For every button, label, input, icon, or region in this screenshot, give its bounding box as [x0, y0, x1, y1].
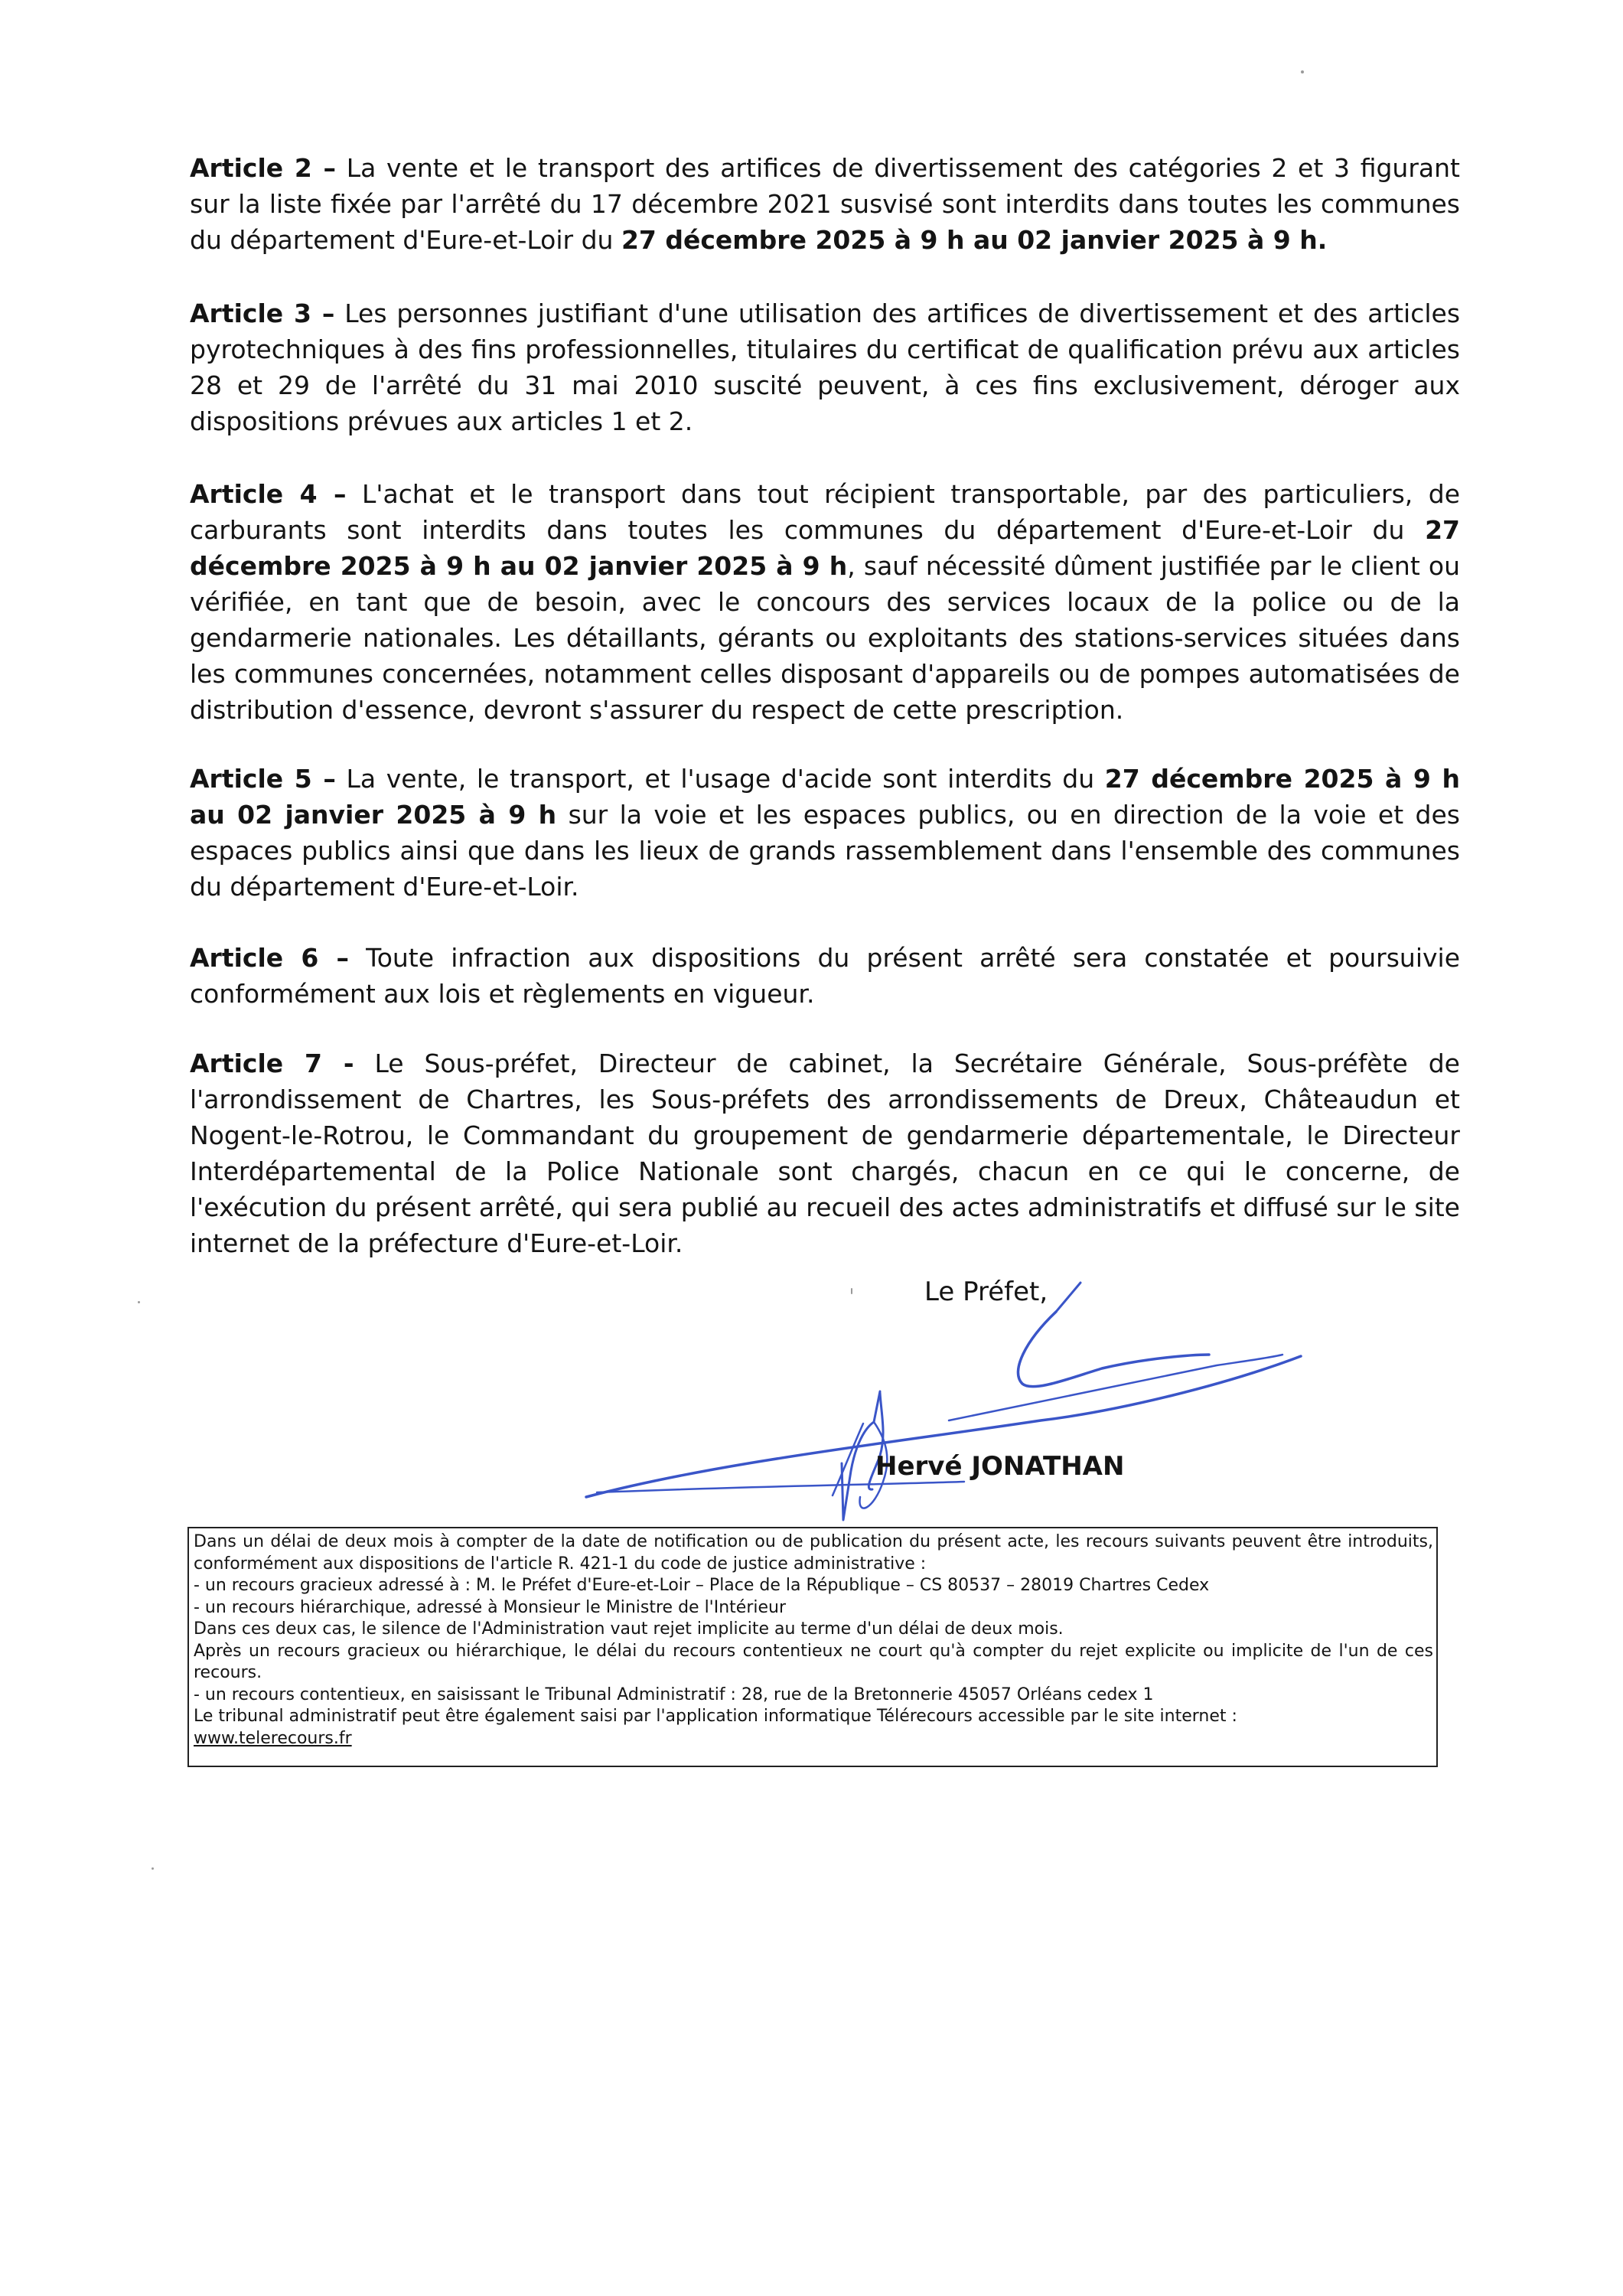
article-6: [190, 940, 1460, 1012]
recourse-line: Dans un délai de deux mois à compter de la date de notification ou de publication du présent acte, les recours suivants peuvent être introduits, conformément aux dispositions de l'article R. 421-1 du code de justice administrative :: [194, 1532, 1433, 1574]
recourse-line: - un recours gracieux adressé à : M. le Préfet d'Eure-et-Loir – Place de la République – CS 80537 – 28019 Chartres Cedex: [194, 1576, 1210, 1595]
article-3: [190, 295, 1460, 439]
article-4: [190, 476, 1460, 728]
recourse-line: Après un recours gracieux ou hiérarchique, le délai du recours contentieux ne court qu'à compter du rejet explicite ou implicite de l'un de ces recours.: [194, 1641, 1433, 1682]
article-7: [190, 1045, 1460, 1261]
article-5-label: Article 5 –: [190, 764, 336, 794]
article-5-dates: 27 décembre 2025 à 9 h au 02 janvier 2025 à 9 h: [190, 764, 1461, 830]
recourse-line: Dans ces deux cas, le silence de l'Administration vaut rejet implicite au terme d'un délai de deux mois.: [194, 1619, 1064, 1639]
recourse-line: - un recours hiérarchique, adressé à Monsieur le Ministre de l'Intérieur: [194, 1597, 787, 1617]
recourse-line: Le tribunal administratif peut être également saisi par l'application informatique Télérecours accessible par le site internet :: [194, 1707, 1237, 1726]
article-7-label: Article 7 -: [190, 1049, 354, 1078]
article-6-text: Toute infraction aux dispositions du présent arrêté sera constatée et poursuivie conformément aux lois et règlements en vigueur.: [190, 943, 1460, 1009]
scan-speck: [851, 1288, 852, 1294]
article-2-dates: 27 décembre 2025 à 9 h au 02 janvier 2025 à 9 h.: [621, 225, 1328, 255]
article-5: [190, 761, 1460, 905]
recourse-line: - un recours contentieux, en saisissant le Tribunal Administratif : 28, rue de la Bretonnerie 45057 Orléans cedex 1: [194, 1684, 1154, 1704]
article-3-text: Les personnes justifiant d'une utilisation des artifices de divertissement et des articles pyrotechniques à des fins professionnelles, titulaires du certificat de qualification prévu aux articles 28 et 29 de l'arrêté du 31 mai 2010 suscité peuvent, à ces fins exclusivement, déroger aux dispositions prévues aux articles 1 et 2.: [190, 298, 1461, 436]
telerecours-link[interactable]: www.telerecours.fr: [194, 1728, 352, 1748]
handwritten-signature: [566, 1270, 1316, 1523]
article-3-label: Article 3 –: [190, 298, 335, 328]
scan-speck: [152, 1867, 154, 1870]
signature-title: Le Préfet,: [924, 1277, 1048, 1307]
article-2: [190, 150, 1460, 258]
article-4-text: L'achat et le transport dans tout récipient transportable, par des particuliers, de carburants sont interdits dans toutes les communes du département d'Eure-et-Loir du: [190, 479, 1461, 545]
article-7-text: Le Sous-préfet, Directeur de cabinet, la Secrétaire Générale, Sous-préfète de l'arrondissement de Chartres, les Sous-préfets des arrondissements de Dreux, Châteaudun et Nogent-le-Rotrou, le Commandant du groupement de gendarmerie départementale, le Directeur Interdépartemental de la Police Nationale sont chargés, chacun en ce qui le concerne, de l'exécution du présent arrêté, qui sera publié au recueil des actes administratifs et diffusé sur le site internet de la préfecture d'Eure-et-Loir.: [190, 1049, 1460, 1258]
article-2-text: La vente et le transport des artifices de divertissement des catégories 2 et 3 figurant sur la liste fixée par l'arrêté du 17 décembre 2021 susvisé sont interdits dans toutes les communes du département d'Eure-et-Loir du: [190, 153, 1460, 255]
article-6-label: Article 6 –: [190, 943, 349, 973]
legal-recourse-notice: [187, 1527, 1438, 1767]
scan-speck: [1301, 70, 1304, 73]
article-4-text-end: , sauf nécessité dûment justifiée par le client ou vérifiée, en tant que de besoin, avec le concours des services locaux de la police ou de la gendarmerie nationales. Les détaillants, gérants ou exploitants des stations-services situées dans les communes concernées, notamment celles disposant d'appareils ou de pompes automatisées de distribution d'essence, devront s'assurer du respect de cette prescription.: [190, 551, 1460, 725]
article-4-label: Article 4 –: [190, 479, 347, 509]
article-4-dates: 27 décembre 2025 à 9 h au 02 janvier 2025 à 9 h: [190, 515, 1460, 581]
signatory-name: Hervé JONATHAN: [875, 1451, 1125, 1482]
article-5-text-end: sur la voie et les espaces publics, ou en direction de la voie et des espaces publics ainsi que dans les lieux de grands rassemblement dans l'ensemble des communes du département d'Eure-et-Loir.: [190, 800, 1460, 902]
article-2-label: Article 2 –: [190, 153, 337, 183]
scan-speck: [138, 1301, 140, 1303]
article-5-text: La vente, le transport, et l'usage d'acide sont interdits du: [335, 764, 1105, 794]
